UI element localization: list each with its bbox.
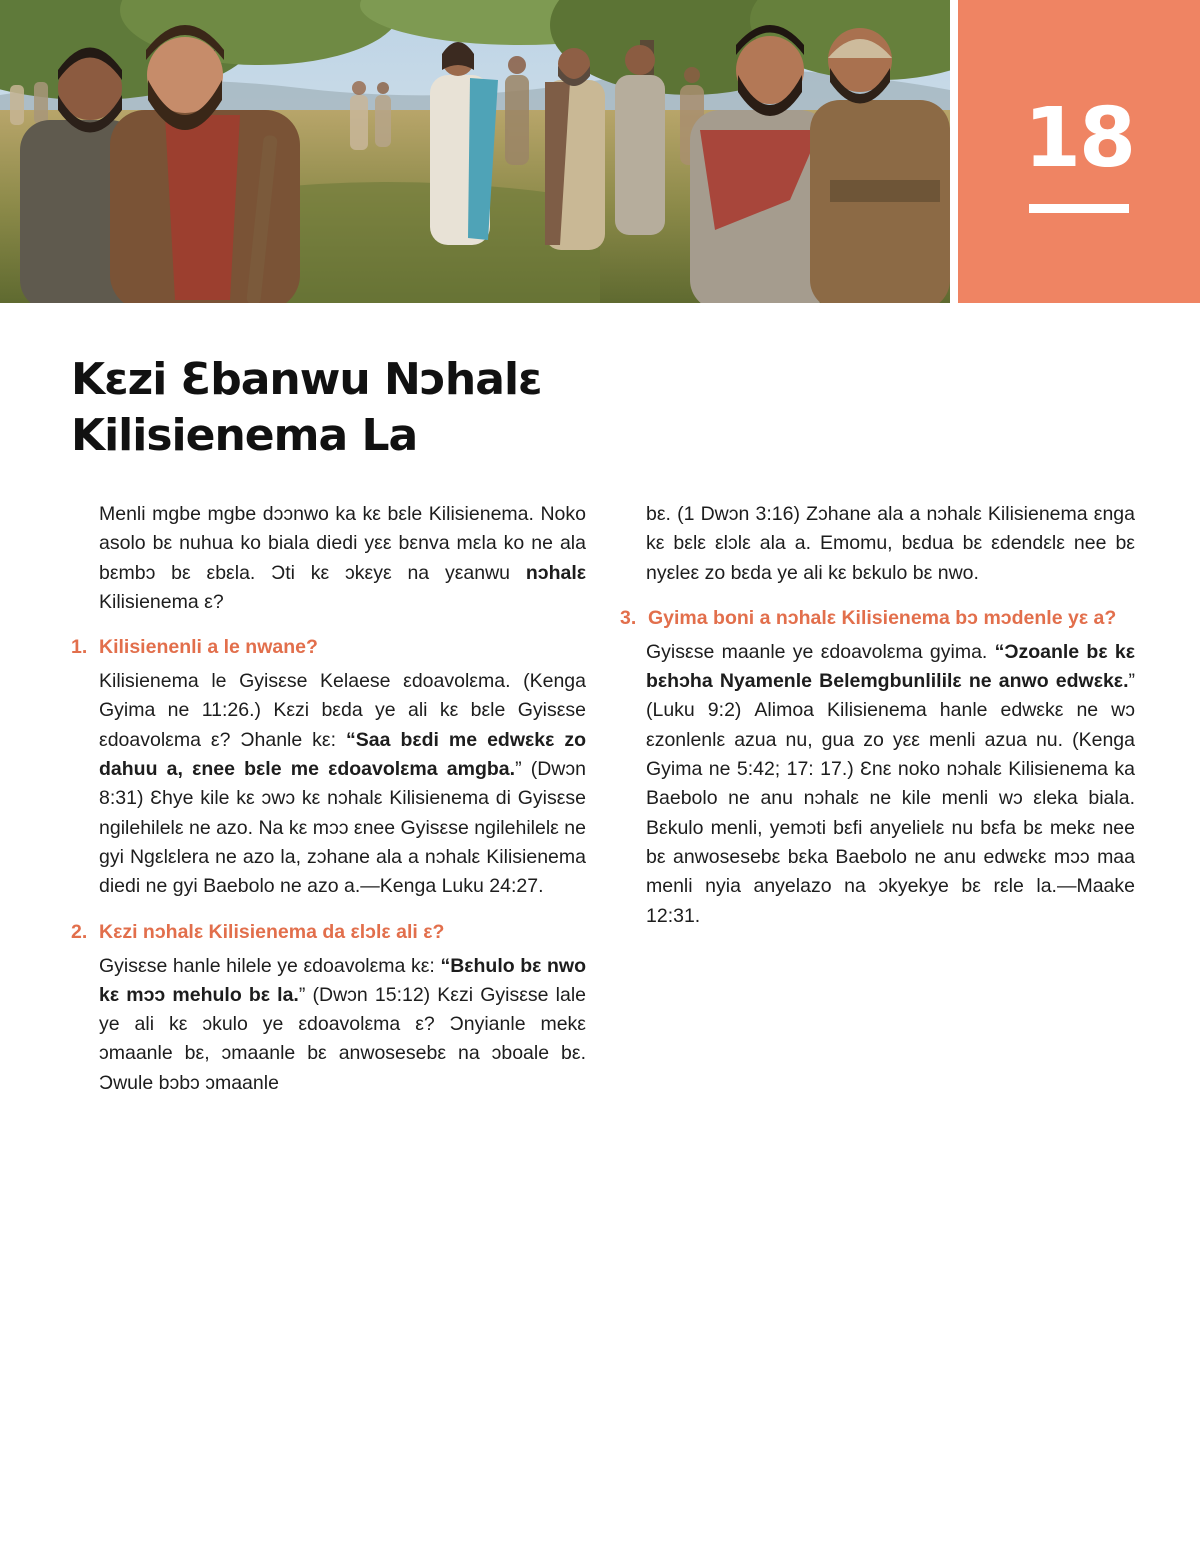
- lesson-number-block: [958, 0, 1200, 303]
- page-title-line-2: Kilisienema La: [71, 410, 418, 461]
- right-column: [620, 500, 1135, 931]
- section-2-text-a: Gyisεse hanle hilele ye εdoavolεma kε:: [99, 954, 441, 977]
- section-2-title: Kεzi nɔhalε Kilisienema da εlɔlε ali ε?: [99, 920, 445, 943]
- disciples-walking-illustration: [0, 0, 950, 303]
- intro-paragraph: [71, 500, 586, 617]
- section-2-paragraph: [71, 952, 586, 1098]
- section-2-number: 2.: [71, 920, 88, 943]
- intro-bold-word: nɔhalε: [525, 561, 586, 584]
- section-2-continuation: bε. (1 Dwɔn 3:16) Zɔhane ala a nɔhalε Kilisienema εnga kε bεlε εlɔlε ala a. Emomu, bεdua bε εdendεlε nee bε nyεleε zo bεda ye ali kε bεkulo bε nwo.: [646, 503, 1135, 584]
- page-title: [71, 352, 871, 464]
- section-1-paragraph: [71, 667, 586, 901]
- section-1-text-a: Kilisienema le Gyisεse Kelaese εdoavolεma. (Kenga Gyima ne 11:26.) Kεzi bεda ye ali kε bεle Gyisεse εdoavolεma ε? Ɔhanle kε:: [99, 670, 586, 751]
- intro-text-end: Kilisienema ε?: [99, 590, 224, 613]
- section-2-heading: [71, 918, 586, 947]
- section-1-text-b: ” (Dwɔn 8:31) Ɛhye kile kε ɔwɔ kε nɔhalε Kilisienema di Gyisεse ngilehilelε ne azo. Na kε mɔɔ εnee Gyisεse ngilehilelε ne gyi Ngεlεlera ne azo la, zɔhane ala a nɔhalε Kilisienema diedi ne gyi Baebolo ne azo a.—Kenga Luku 24:27.: [99, 758, 586, 898]
- section-1-heading: [71, 633, 586, 662]
- section-3-quote: “Ɔzoanle bε kε bεhɔha Nyamenle Belemgbunlililε ne anwo edwεkε.: [646, 640, 1135, 693]
- section-2-text-b: ” (Dwɔn 15:12) Kεzi Gyisεse lale ye ali kε ɔkulo ye εdoavolεma ε? Ɔnyianle mekε ɔmaanle bε, ɔmaanle bε anwosesebε na ɔboale bε. Ɔwule bɔbɔ ɔmaanle: [99, 983, 586, 1094]
- page-title-line-1: Kεzi Ɛbanwu Nɔhalε: [71, 354, 542, 405]
- section-1-quote: “Saa bεdi me edwεkε zo dahuu a, εnee bεle me εdoavolεma amgba.: [99, 728, 586, 781]
- section-3-text-a: Gyisεse maanle ye εdoavolεma gyima.: [646, 640, 995, 663]
- section-3-title: Gyima boni a nɔhalε Kilisienema bɔ mɔdenle yε a?: [648, 606, 1117, 629]
- header-photo: [0, 0, 950, 303]
- section-3-number: 3.: [620, 606, 637, 629]
- section-3-heading: [620, 604, 1135, 633]
- section-1-title: Kilisienenli a le nwane?: [99, 636, 318, 659]
- section-2-quote: “Bεhulo bε nwo kε mɔɔ mehulo bε la.: [99, 954, 587, 1006]
- left-column: [71, 500, 586, 1098]
- lesson-number: 18: [1023, 91, 1135, 186]
- lesson-number-underline: [1029, 204, 1129, 213]
- section-3-text-b: ” (Luku 9:2) Alimoa Kilisienema hanle edwεkε ne wɔ εzonlenlε azua nu, gua zo yεε menli azua nu. (Kenga Gyima ne 5:42; 17: 17.) Ɛnε noko nɔhalε Kilisienema ka Baebolo ne anu nɔhalε ne kile menli wɔ εleka biala. Bεkulo menli, yemɔti bεfi anyelielε nu bεfa bε mekε nee bε anwosesebε bεka Baebolo ne anu edwεkε mɔɔ maa menli nyia anyelazo na ɔkyekye bε rεle la.—Maake 12:31.: [646, 670, 1135, 927]
- section-3-paragraph: [620, 638, 1135, 931]
- section-1-number: 1.: [71, 636, 88, 659]
- intro-text: Menli mgbe mgbe dɔɔnwo ka kε bεle Kilisienema. Noko asolo bε nuhua ko biala diedi yεε bεnva mεla ko ne ala bεmbɔ bε εbεla. Ɔti kε ɔkεyε na yεanwu: [99, 503, 586, 584]
